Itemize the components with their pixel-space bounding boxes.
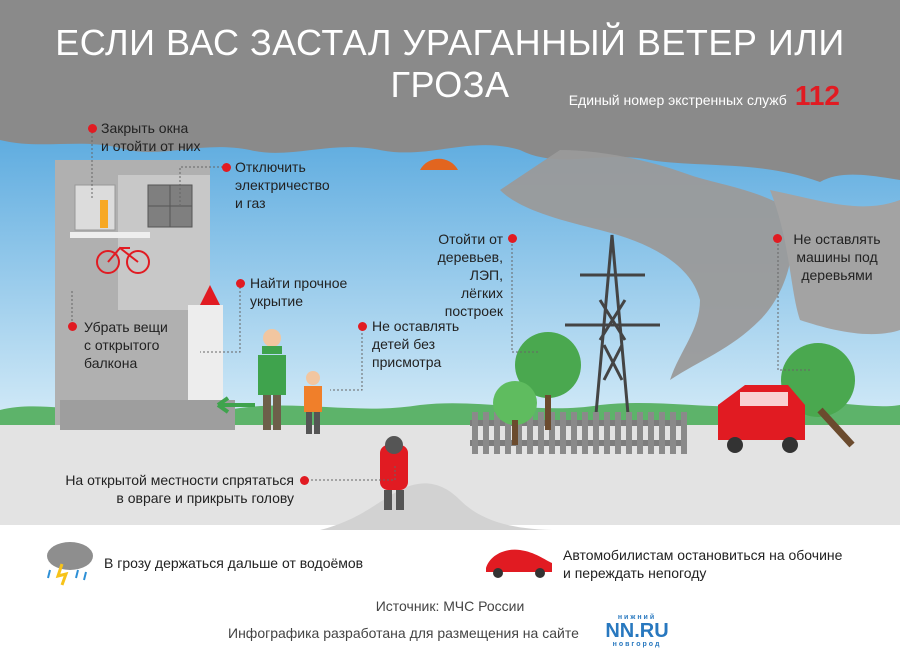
source-text: Источник: МЧС России bbox=[375, 598, 525, 614]
balcony-ledge bbox=[70, 232, 150, 238]
adult-body bbox=[258, 355, 286, 395]
child-head bbox=[306, 371, 320, 385]
bullet-dot bbox=[773, 234, 782, 243]
tip-close-windows: Закрыть окна и отойти от них bbox=[101, 120, 201, 154]
fence-post bbox=[659, 412, 665, 454]
tip-shelter: Найти прочное укрытие bbox=[250, 275, 348, 309]
fence-post bbox=[494, 412, 500, 454]
nn-ru-logo[interactable] bbox=[605, 614, 669, 648]
tip-trees: Отойти от деревьев, ЛЭП, лёгких построек bbox=[437, 231, 503, 319]
fence-post bbox=[604, 412, 610, 454]
fence-post bbox=[670, 412, 676, 454]
adult-head bbox=[263, 329, 281, 347]
fence-post bbox=[538, 412, 544, 454]
tip-cars-trees: Не оставлять машины под деревьями bbox=[793, 231, 881, 283]
tip-power-off: Отключить электричество и газ bbox=[235, 159, 330, 211]
emergency-value: 112 bbox=[794, 80, 840, 111]
logo-main: NN.RU bbox=[605, 620, 669, 642]
house-base bbox=[60, 400, 235, 430]
child-in-window bbox=[100, 200, 108, 228]
fence-post bbox=[560, 412, 566, 454]
bullet-dot bbox=[222, 163, 231, 172]
bullet-dot bbox=[236, 279, 245, 288]
fence-post bbox=[637, 412, 643, 454]
house-window-open bbox=[75, 185, 115, 230]
logo-bottom: новгород bbox=[612, 641, 662, 648]
fence-post bbox=[472, 412, 478, 454]
fence-post bbox=[571, 412, 577, 454]
bullet-dot bbox=[300, 476, 309, 485]
child-body bbox=[304, 386, 322, 412]
tip-drivers: Автомобилистам остановиться на обочине и переждать непогоду bbox=[563, 547, 843, 581]
fence-post bbox=[648, 412, 654, 454]
tip-children: Не оставлять детей без присмотра bbox=[372, 318, 460, 370]
logo-top: нижний bbox=[617, 614, 657, 621]
bullet-dot bbox=[358, 322, 367, 331]
fence-post bbox=[681, 412, 687, 454]
page-title: ЕСЛИ ВАС ЗАСТАЛ УРАГАННЫЙ ВЕТЕР ИЛИ ГРОЗА bbox=[55, 22, 845, 105]
bullet-dot bbox=[508, 234, 517, 243]
tip-balcony: Убрать вещи с открытого балкона bbox=[84, 319, 168, 371]
storm-icon bbox=[47, 542, 93, 570]
emergency-number bbox=[569, 80, 840, 112]
footer-text: Инфографика разработана для размещения на сайте bbox=[228, 625, 579, 641]
emergency-label: Единый номер экстренных служб bbox=[568, 92, 787, 108]
fence-post bbox=[615, 412, 621, 454]
bullet-dot bbox=[88, 124, 97, 133]
tip-open-area: На открытой местности спрятаться в овраге и прикрыть голову bbox=[65, 472, 294, 506]
fence-post bbox=[593, 412, 599, 454]
tip-water: В грозу держаться дальше от водоёмов bbox=[104, 555, 364, 571]
tree-2 bbox=[493, 381, 537, 425]
fence-post bbox=[582, 412, 588, 454]
bullet-dot bbox=[68, 322, 77, 331]
fence-post bbox=[483, 412, 489, 454]
fence-post bbox=[626, 412, 632, 454]
